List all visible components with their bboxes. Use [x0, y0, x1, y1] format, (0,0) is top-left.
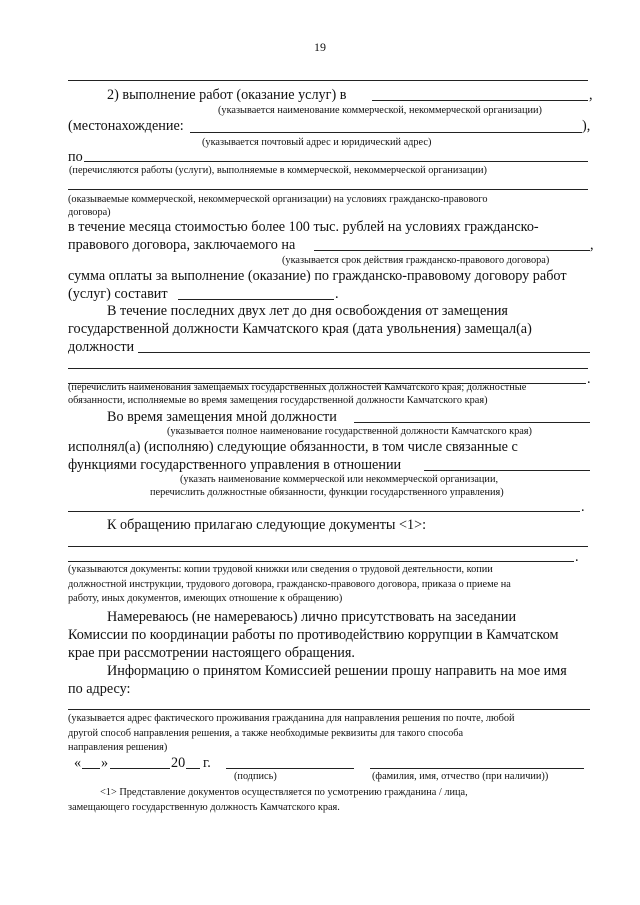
- year-prefix: 20: [171, 755, 186, 771]
- top-rule: [68, 80, 588, 81]
- day-field[interactable]: [82, 768, 100, 769]
- payment-field[interactable]: [178, 299, 334, 300]
- address-field[interactable]: [68, 709, 590, 710]
- positions-hint-2: обязанности, исполняемые во время замещения государственной должности Камчатского края): [68, 395, 488, 406]
- duties-period: .: [581, 499, 585, 515]
- item2-text: 2) выполнение работ (оказание услуг) в: [107, 87, 347, 103]
- location-field[interactable]: [190, 132, 582, 133]
- monthly-line-2: правового договора, заключаемого на: [68, 237, 296, 253]
- payment-line-1: сумма оплаты за выполнение (оказание) по гражданско-правовому договору работ: [68, 268, 567, 284]
- month-field[interactable]: [110, 768, 170, 769]
- term-hint: (указывается срок действия гражданско-правового договора): [282, 255, 550, 266]
- intent-line-1: Намереваюсь (не намереваюсь) лично присутствовать на заседании: [107, 609, 517, 625]
- org-name-field[interactable]: [372, 100, 588, 101]
- positions-field-1[interactable]: [138, 352, 590, 353]
- po-label: по: [68, 149, 83, 165]
- duties-field-2[interactable]: [68, 511, 580, 512]
- duties-hint-3: перечислить должностные обязанности, функции государственного управления): [150, 487, 504, 498]
- documents-hint-1: (указываются документы: копии трудовой книжки или сведения о трудовой деятельности, копии: [68, 564, 493, 575]
- location-close: ),: [582, 118, 591, 134]
- full-name-field[interactable]: [370, 768, 584, 769]
- info-hint-2: другой способ направления решения, а также необходимые реквизиты для такого способа: [68, 728, 464, 739]
- positions-field-2[interactable]: [68, 368, 588, 369]
- documents-line-1: К обращению прилагаю следующие документы <1>:: [107, 517, 427, 533]
- duties-hint-1: (указывается полное наименование государственной должности Камчатского края): [167, 426, 532, 437]
- works-field[interactable]: [84, 161, 588, 162]
- address-hint: (указывается почтовый адрес и юридический адрес): [202, 137, 432, 148]
- info-hint-1: (указывается адрес фактического проживания гражданина для направления решения по почте, любой: [68, 713, 515, 724]
- positions-hint-1: (перечислить наименования замещаемых государственных должностей Камчатского края; должностные: [68, 382, 527, 393]
- position-name-field[interactable]: [354, 422, 590, 423]
- conditions-hint-2: договора): [68, 207, 111, 218]
- duties-line-1: Во время замещения мной должности: [107, 409, 337, 425]
- documents-hint-2: должностной инструкции, трудового договора, гражданско-правового договора, приказа о приеме на: [68, 579, 511, 590]
- positions-line-2: государственной должности Камчатского края (дата увольнения) замещал(а): [68, 321, 532, 337]
- intent-line-3: крае при рассмотрении настоящего обращения.: [68, 645, 355, 661]
- date-open-quote: «: [74, 755, 82, 771]
- payment-line-2: (услуг) составит: [68, 286, 168, 302]
- conditions-hint-1: (оказываемые коммерческой, некоммерческой организации) на условиях гражданско-правового: [68, 194, 488, 205]
- works-field-2[interactable]: [68, 189, 588, 190]
- year-field[interactable]: [186, 768, 200, 769]
- name-label: (фамилия, имя, отчество (при наличии)): [372, 771, 549, 782]
- duties-line-2: исполнял(а) (исполняю) следующие обязанности, в том числе связанные с: [68, 439, 518, 455]
- documents-period: .: [575, 549, 579, 565]
- info-hint-3: направления решения): [68, 742, 168, 753]
- documents-hint-3: работу, иных документов, имеющих отношение к обращению): [68, 593, 343, 604]
- intent-line-2: Комиссии по координации работы по противодействию коррупции в Камчатском: [68, 627, 559, 643]
- positions-line-3: должности: [68, 339, 135, 355]
- works-hint: (перечисляются работы (услуги), выполняемые в коммерческой, некоммерческой организации): [69, 165, 487, 176]
- documents-field-1[interactable]: [68, 546, 588, 547]
- info-line-2: по адресу:: [68, 681, 131, 697]
- duties-line-3: функциями государственного управления в отношении: [68, 457, 402, 473]
- date-close-quote: »: [101, 755, 109, 771]
- positions-period: .: [587, 371, 591, 387]
- monthly-line-1: в течение месяца стоимостью более 100 тыс. рублей на условиях гражданско-: [68, 219, 539, 235]
- term-field[interactable]: [314, 250, 590, 251]
- footnote-line-2: замещающего государственную должность Камчатского края.: [68, 802, 340, 813]
- sign-label: (подпись): [234, 771, 277, 782]
- payment-end: .: [335, 286, 339, 302]
- duties-org-field[interactable]: [424, 470, 590, 471]
- signature-field[interactable]: [226, 768, 354, 769]
- footnote-line-1: <1> Представление документов осуществляется по усмотрению гражданина / лица,: [100, 787, 468, 798]
- info-line-1: Информацию о принятом Комиссией решении прошу направить на мое имя: [107, 663, 567, 679]
- year-suffix: г.: [203, 755, 211, 771]
- duties-hint-2: (указать наименование коммерческой или некоммерческой организации,: [180, 474, 499, 485]
- org-hint: (указывается наименование коммерческой, некоммерческой организации): [218, 105, 542, 116]
- page-number: 19: [314, 40, 326, 54]
- location-label: (местонахождение:: [68, 118, 184, 134]
- item2-comma: ,: [589, 87, 593, 103]
- documents-field-2[interactable]: [68, 561, 574, 562]
- positions-line-1: В течение последних двух лет до дня освобождения от замещения: [107, 303, 508, 319]
- monthly-comma: ,: [590, 237, 594, 253]
